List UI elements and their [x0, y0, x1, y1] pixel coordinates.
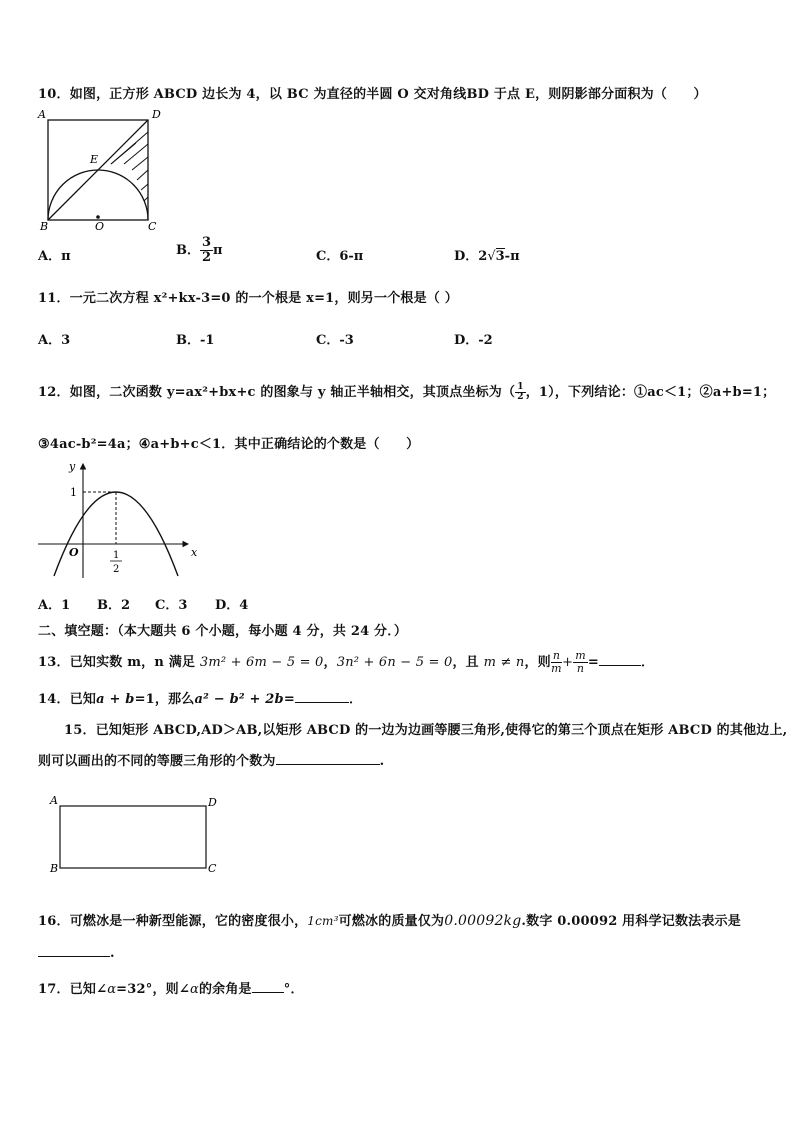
q15-line2: 则可以画出的不同的等腰三角形的个数为 . [38, 754, 385, 769]
section-2-heading: 二、填空题：（本大题共 6 个小题，每小题 4 分，共 24 分．） [38, 624, 408, 639]
hatch-lines [111, 132, 148, 201]
q12-option-a: A．1 [38, 598, 71, 613]
q10-option-d: D．2√3-π [454, 249, 520, 264]
q15-answer-blank[interactable] [276, 764, 380, 765]
q11-option-a: A．3 [38, 333, 71, 348]
q10-text: 10．如图，正方形 ABCD 边长为 4，以 BC 为直径的半圆 O 交对角线BD 于点 E，则阴影部分面积为（ ） [38, 87, 707, 102]
label-b: B [40, 220, 49, 233]
q11-option-b: B．-1 [176, 333, 215, 348]
label-half-num: 1 [113, 550, 120, 561]
label-half-den: 2 [113, 564, 120, 575]
label-one: 1 [70, 486, 77, 499]
q12-figure [36, 458, 200, 582]
label-origin: O [69, 546, 79, 559]
q11-text: 11．一元二次方程 x²+kx-3=0 的一个根是 x=1，则另一个根是（ ） [38, 291, 458, 306]
label-d: D [152, 108, 161, 121]
point-o [96, 215, 100, 219]
label-d: D [208, 796, 217, 809]
label-c: C [208, 862, 217, 875]
semicircle-o [48, 170, 148, 220]
q17-answer-blank[interactable] [252, 992, 284, 993]
q11-option-c: C．-3 [316, 333, 354, 348]
label-a: A [50, 794, 58, 807]
q12-text: 12．如图，二次函数 y=ax²+bx+c 的图象与 y 轴正半轴相交，其顶点坐标为（ $\frac{1}{2}$ ，1），下列结论：①ac＜1；②a+b=1； [38, 382, 776, 402]
q17-text: 17．已知∠α=32°，则∠α的余角是 °． [38, 982, 304, 997]
label-y: y [69, 460, 76, 473]
label-x: x [191, 546, 198, 559]
q10-option-b: B． $\frac{3}{2}$ π [176, 235, 223, 265]
q16-answer-blank[interactable] [38, 956, 110, 957]
q14-answer-blank[interactable] [295, 702, 349, 703]
q12-option-d: D．4 [215, 598, 249, 613]
q13-answer-blank[interactable] [599, 665, 641, 666]
label-c: C [148, 220, 157, 233]
q10-option-a: A．π [38, 249, 71, 264]
q16-text: 16．可燃冰是一种新型能源，它的密度很小，1cm³可燃冰的质量仅为0.00092kg.数字 0.00092 用科学记数法表示是 [38, 913, 741, 929]
q11-option-d: D．-2 [454, 333, 493, 348]
label-b: B [50, 862, 59, 875]
q12-option-b: B．2 [97, 598, 131, 613]
q16-answer-line: . [38, 946, 115, 961]
q10-option-c: C．6-π [316, 249, 364, 264]
q14-text: 14．已知a + b=1，那么a² − b² + 2b= ． [38, 692, 363, 707]
q15-figure [48, 794, 224, 878]
label-o: O [95, 220, 105, 233]
q15-line1: 15．已知矩形 ABCD,AD＞AB,以矩形 ABCD 的一边为边画等腰三角形,使得它的第三个顶点在矩形 ABCD 的其他边上, [64, 723, 788, 738]
q12-line2: ③4ac-b²=4a；④a+b+c＜1．其中正确结论的个数是（ ） [38, 437, 420, 452]
label-a: A [38, 108, 46, 121]
rectangle-abcd [60, 806, 206, 868]
q13-text: 13．已知实数 m，n 满足 3m² + 6m − 5 = 0，3n² + 6n − 5 = 0，且 m ≠ n，则 $\frac{n}{m}$ + $\frac{m}{n}$ = ． [38, 649, 655, 675]
q12-option-c: C．3 [155, 598, 188, 613]
q10-figure [36, 106, 166, 234]
label-e: E [90, 153, 99, 166]
